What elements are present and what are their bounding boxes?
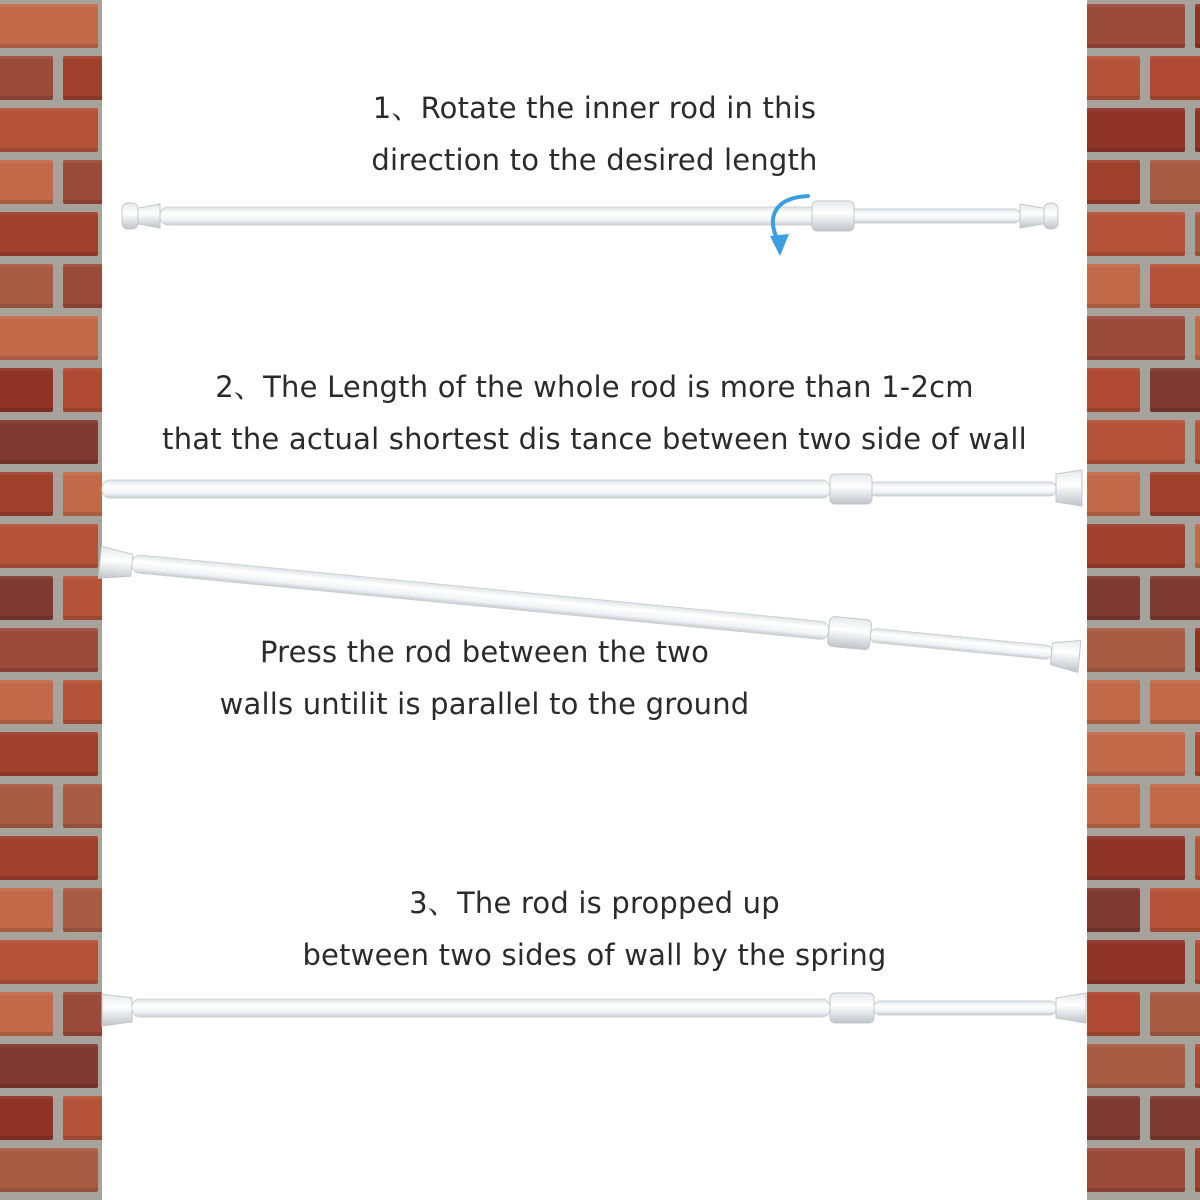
- step-1-line-2: direction to the desired length: [371, 143, 818, 177]
- step-2-line-1: 2、The Length of the whole rod is more than 1-2cm: [215, 370, 974, 404]
- tension-rod-tilted: [98, 545, 1081, 673]
- tension-rod-1: [122, 201, 1058, 231]
- press-line-2: walls untilit is parallel to the ground: [219, 687, 750, 721]
- curved-arrow-icon: [770, 196, 808, 256]
- tension-rod-2: [102, 470, 1082, 506]
- step-3-line-2: between two sides of wall by the spring: [302, 938, 887, 972]
- step-3-line-1: 3、The rod is propped up: [409, 886, 780, 920]
- step-1-line-1: 1、Rotate the inner rod in this: [372, 91, 817, 125]
- tension-rod-installed: [102, 993, 1086, 1026]
- press-line-1: Press the rod between the two: [259, 635, 710, 669]
- step-2-line-2: that the actual shortest dis tance between two side of wall: [162, 422, 1027, 456]
